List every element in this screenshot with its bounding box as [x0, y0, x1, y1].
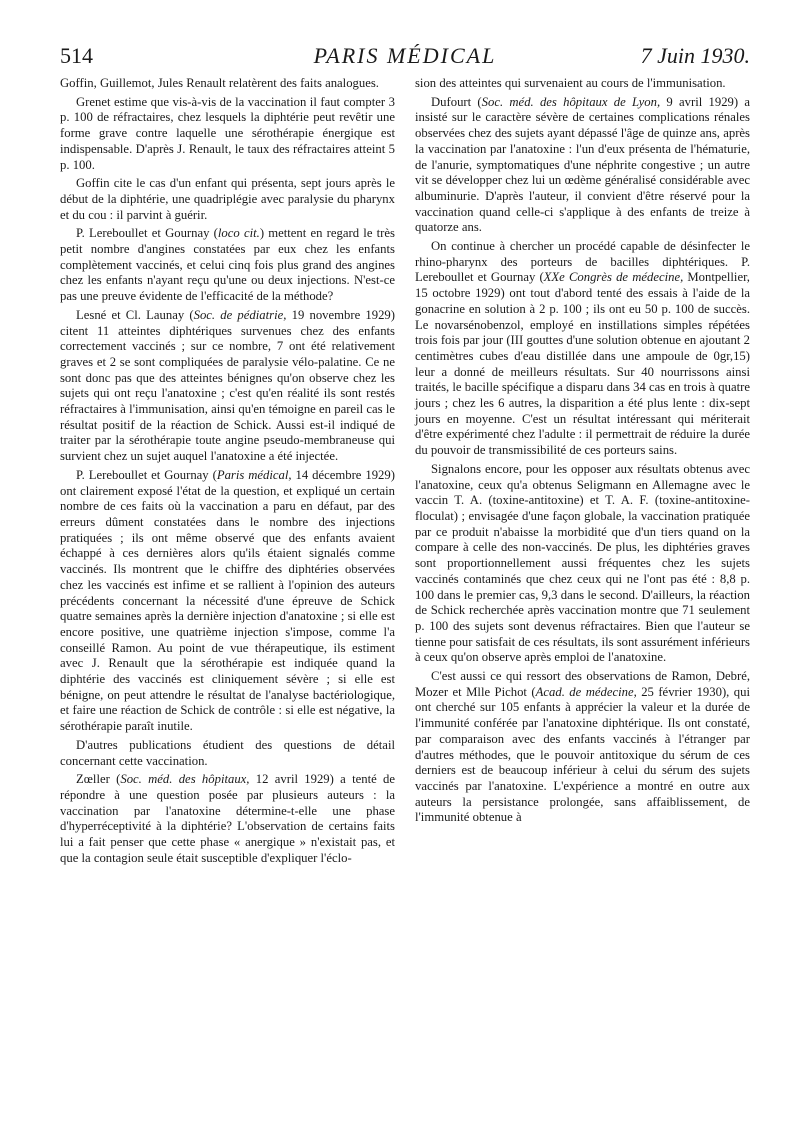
running-title: PARIS MÉDICAL	[313, 43, 497, 68]
text-run: P. Lereboullet et Gournay (	[76, 467, 217, 482]
paragraph: Goffin cite le cas d'un enfant qui présenta, sept jours après le début de la diphtérie, une quadriplégie avec paralysie du pharynx et du cou : il parvint à guérir.	[60, 176, 395, 222]
citation: Soc. de pédiatrie,	[193, 307, 287, 322]
paragraph: sion des atteintes qui survenaient au cours de l'immunisation.	[415, 76, 726, 90]
text-run: 25 février 1930), qui ont cherché sur 105 enfants à apprécier la valeur et la durée de l'immunité conférée par l'anatoxine diphtérique. Ils ont constaté, par comparaison avec des enfants vaccinés à l'étranger par d'autres méthodes, que le pouvoir antitoxique du sérum de ces derniers est de beaucoup inférieur à celui du sérum des sujets vaccinés par l'anatoxine. L'expérience a montré en outre aux auteurs la persistance prolongée, sans affaiblissement, de l'immunité obtenue à	[415, 684, 750, 825]
citation: Soc. méd. des hôpitaux de Lyon,	[481, 94, 661, 109]
right-column	[415, 76, 750, 1126]
text-run: 19 novembre 1929) citent 11 atteintes diphtériques survenues chez des enfants correctement vaccinés ; sur ce nombre, 7 ont été relativement graves et 2 se sont compliquées de paralysie vélo-palatine. Ce ne sont donc pas que des atteintes bénignes qu'on observe chez les sujets qui ont reçu l'anatoxine ; c'est qu'en réalité ils sont restés réfractaires à l'immunisation, ainsi qu'en témoigne en pareil cas le résultat positif de la réaction de Schick. Aussi est-il indiqué de traiter par la sérothérapie toute angine pseudo-membraneuse qui survient chez un sujet auquel l'anatoxine a été injectée.	[60, 307, 395, 464]
text-run: 12 avril 1929) a tenté de répondre à une question posée par plusieurs auteurs : la vaccination par l'anatoxine détermine-t-elle une phase d'hyperréceptivité à la diphtérie? L'observation de certains faits lui a fait penser que cette phase « anergique » n'existait pas, et que la contagion seule était susceptible d'expliquer l'éclo-	[60, 772, 395, 865]
citation: Soc. méd. des hôpitaux,	[120, 772, 250, 787]
page-header	[60, 40, 750, 72]
paragraph: Grenet estime que vis-à-vis de la vaccination il faut compter 3 p. 100 de réfractaires, chez lesquels la diphtérie peut revêtir une forme grave contre laquelle une sérothérapie énergique est indispensable. D'après J. Renault, le taux des réfractaires atteint 5 p. 100.	[60, 94, 395, 172]
left-column	[60, 76, 395, 1126]
paragraph: Signalons encore, pour les opposer aux résultats obtenus avec l'anatoxine, ceux qu'a obtenus Seligmann en Allemagne avec le vaccin T. A. (toxine-antitoxine) et T. A. F. (toxine-antitoxine-floculat) ; envisagée d'une façon globale, la vaccination pratiquée par ce produit n'abaisse la morbidité que d'un tiers quand on la compare à celle des non-vaccinés. De plus, les diphtéries graves sont proportionnellement aussi fréquentes chez les sujets vaccinés contaminés que chez ceux qui ne l'ont pas été : 8,8 p. 100 dans le premier cas, 9,3 dans le second. D'ailleurs, la réaction de Schick recherchée après vaccination montre que 71 seulement p. 100 des sujets sont devenus réfractaires. Bien que l'auteur se tienne pour satisfait de ces résultats, ils sont assurément inférieurs à ceux qu'on observe après emploi de l'anatoxine.	[415, 461, 750, 665]
page-date: 7 Juin 1930.	[640, 43, 750, 68]
text-run: On continue à chercher un procédé capable de désinfecter le rhino-pharynx des porteurs de bacilles diphtériques. P. Lereboullet et Gournay (	[415, 239, 750, 285]
text-run: Dufourt (	[431, 94, 482, 109]
paragraph: Goffin, Guillemot, Jules Renault relatèrent des faits analogues.	[60, 76, 379, 90]
text-run: 9 avril 1929) a insisté sur le caractère sévère de certaines complications rénales observées chez des sujets ayant dépassé l'âge de quinze ans, après la vaccination par l'anatoxine : l'un d'eux présenta de l'hématurie, de l'anurie, symptomatiques d'une néphrite congestive ; un autre vit se développer chez lui un œdème généralisé considérable avec albuminurie. D'après l'auteur, il convient d'être réservé pour la vaccination quand celle-ci s'applique à des enfants de treize à quatorze ans.	[415, 94, 750, 235]
citation: XXe Congrès de médecine,	[543, 270, 684, 285]
text-run: Montpellier, 15 octobre 1929) ont tout d'abord tenté des essais à l'aide de la gonacrine en solution à 2 p. 100 ; ils ont eu 50 p. 100 de succès. Le novarsénobenzol, employé en instillations simples répétées trois fois par jour (III gouttes d'une solution obtenue en ajoutant 2 centimètres cubes d'eau distillée dans une ampoule de 0gr,15) leur a donné de meilleurs résultats. Sur 40 nourrissons ainsi traités, le bacille spécifique a disparu dans 34 cas en trois à quatre jours ; chez les 6 autres, la disparition a été plus lente : dix-sept jours en moyenne. C'est un résultat intéressant qui mériterait d'être expérimenté chez l'adulte : il permettrait de réduire la durée du pouvoir de transmissibilité de ces porteurs sains.	[415, 270, 750, 458]
citation: Paris médical,	[216, 467, 292, 482]
text-run: 14 décembre 1929) ont clairement exposé l'état de la question, et expliqué un certain nombre de ces faits où la vaccination a paru en défaut, par des erreurs dûment constatées dans le nombre des injections pratiquées ; ils ont même observé que des enfants avaient échappé à ces dernières alors qu'ils étaient signalés comme vaccinés. Ils montrent que le chiffre des diphtéries observées chez les vaccinés est infime et se rallient à l'opinion des auteurs précédents concernant la nécessité d'une épreuve de Schick quatre semaines après la dernière injection d'anatoxine ; si elle est encore positive, une quatrième injection s'impose, comme l'a conseillé Ramon. Au point de vue thérapeutique, ils estiment avec J. Renault que la sérothérapie est indiquée quand la diphtérie des vaccinés est cliniquement sévère ; si elle est bénigne, on peut attendre le résultat de l'analyse bactériologique, et faire une réaction de Schick de contrôle : si elle est négative, la sérothérapie paraît inutile.	[60, 467, 395, 734]
paragraph: D'autres publications étudient des questions de détail concernant cette vaccination.	[60, 737, 395, 768]
paragraph	[415, 669, 750, 826]
text-run: P. Lereboullet et Gournay (	[76, 226, 218, 241]
paragraph	[415, 239, 750, 459]
citation: loco cit.	[217, 226, 260, 241]
paragraph	[60, 308, 395, 465]
paragraph	[60, 772, 395, 866]
paragraph	[60, 468, 395, 735]
text-run: Zœller (	[76, 772, 121, 787]
paragraph	[415, 95, 750, 236]
article-body	[60, 76, 750, 1126]
page-number: 514	[60, 43, 93, 68]
text-run: Lesné et Cl. Launay (	[76, 307, 194, 322]
text-run: ) mettent en regard le très petit nombre d'angines constatées par eux chez les enfants complètement vaccinés, et celui cinq fois plus grand des angines chez les enfants n'ayant reçu qu'une ou deux injections. N'est-ce pas une preuve évidente de l'efficacité de la méthode?	[60, 226, 395, 304]
citation: Acad. de médecine,	[535, 684, 637, 699]
paragraph	[60, 226, 395, 305]
text-run: C'est aussi ce qui ressort des observations de Ramon, Debré, Mozer et Mlle Pichot (	[415, 669, 750, 699]
